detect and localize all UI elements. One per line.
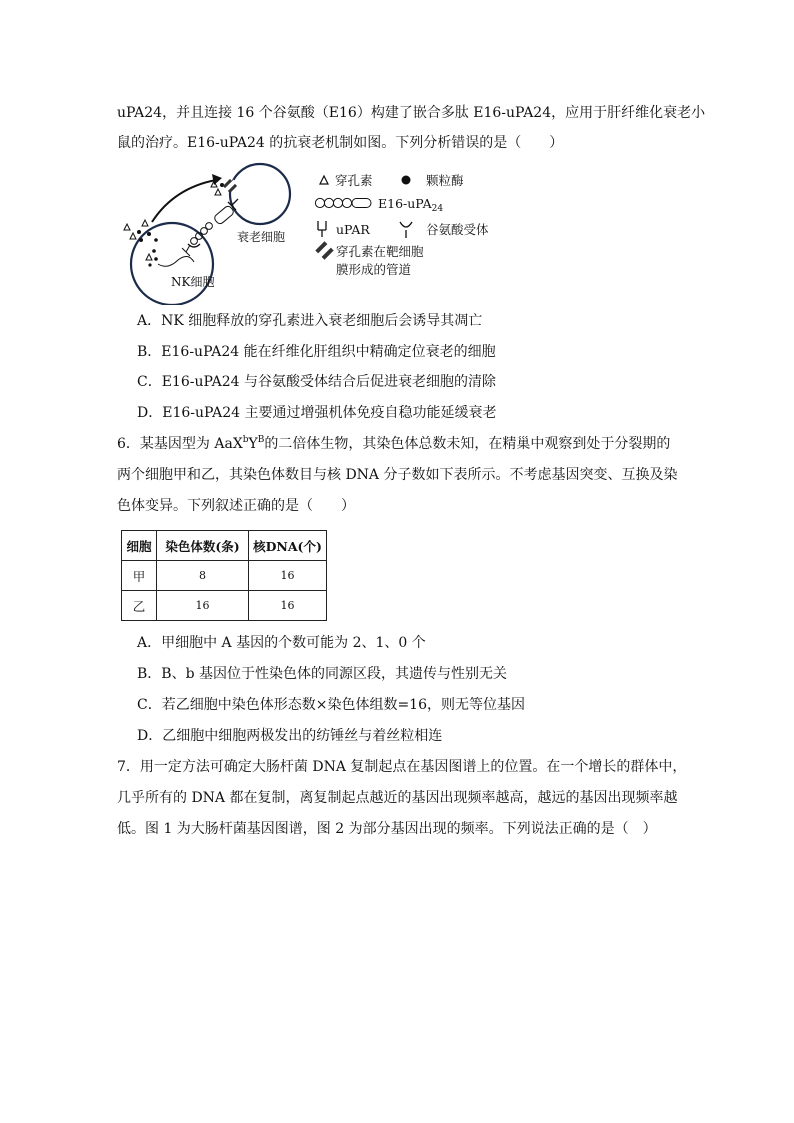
legend-perforin-label: 穿孔素 (335, 173, 373, 188)
granzyme-icon (152, 249, 156, 253)
q6-option-b: B．B、b 基因位于性染色体的同源区段，其遗传与性别无关 (137, 666, 507, 682)
perforin-icon (146, 254, 152, 260)
q7-stem-line1: 7．用一定方法可确定大肠杆菌 DNA 复制起点在基因图谱上的位置。在一个增长的群体中， (117, 759, 687, 775)
perforin-icon (215, 189, 221, 195)
legend-upar-label: uPAR (336, 222, 370, 237)
q6-option-d: D．乙细胞中细胞两极发出的纺锤丝与着丝粒相连 (137, 728, 443, 744)
granzyme-icon (137, 230, 141, 234)
table-cell: 甲 (122, 561, 157, 591)
q7-stem-line2: 几乎所有的 DNA 都在复制，离复制起点越近的基因出现频率越高，越远的基因出现频率越 (117, 790, 678, 806)
q5-stem-line2: 鼠的治疗。E16-uPA24 的抗衰老机制如图。下列分析错误的是（ ） (117, 135, 564, 151)
table-cell: 8 (157, 561, 249, 591)
pore-legend-icon (315, 241, 333, 259)
legend-pore-line1: 穿孔素在靶细胞 (336, 244, 424, 259)
table-cell: 乙 (122, 591, 157, 621)
table-header: 染色体数(条) (157, 531, 249, 561)
granzyme-icon (147, 232, 151, 236)
release-arrowhead (212, 174, 222, 185)
table-header: 核DNA(个) (249, 531, 327, 561)
q5-option-b: B．E16-uPA24 能在纤维化肝组织中精确定位衰老的细胞 (137, 344, 496, 360)
anti-aging-mechanism-figure (116, 160, 496, 305)
granzyme-icon (154, 238, 158, 242)
table-cell: 16 (249, 561, 327, 591)
q6-stem-line1: 6．某基因型为 $AaX^bY^B$的二倍体生物，其染色体总数未知，在精巢中观察到处于分裂期的 (117, 435, 671, 452)
legend-granzyme-label: 颗粒酶 (426, 173, 464, 188)
table-cell: 16 (157, 591, 249, 621)
table-cell: 16 (249, 591, 327, 621)
q6-option-c: C．若乙细胞中染色体形态数×染色体组数=16，则无等位基因 (137, 697, 525, 713)
granzyme-icon (139, 238, 143, 242)
nk-cell-label: NK细胞 (171, 275, 215, 289)
q5-option-d: D．E16-uPA24 主要通过增强机体免疫自稳功能延缓衰老 (137, 405, 497, 421)
e16-upa24-legend-icon (315, 198, 371, 207)
release-arrow (152, 180, 216, 222)
granzyme-legend-icon (402, 176, 411, 185)
q5-stem-line1: uPA24，并且连接 16 个谷氨酸（E16）构建了嵌合多肽 E16-uPA24，应用于肝纤维化衰老小 (117, 105, 706, 121)
senescent-cell-circle (230, 164, 290, 224)
vesicle-line (158, 256, 194, 266)
table-row (122, 591, 327, 621)
granzyme-icon (154, 257, 158, 261)
q5-option-a: A．NK 细胞释放的穿孔素进入衰老细胞后会诱导其凋亡 (137, 313, 483, 329)
chromosome-dna-table (121, 530, 327, 621)
table-header: 细胞 (122, 531, 157, 561)
table-row (122, 561, 327, 591)
q6-stem-line2: 两个细胞甲和乙，其染色体数目与核 DNA 分子数如下表所示。不考虑基因突变、互换及染 (117, 467, 678, 483)
figure-legend (315, 173, 489, 277)
q6-option-a: A．甲细胞中 A 基因的个数可能为 2、1、0 个 (137, 635, 426, 651)
table-header-row (122, 531, 327, 561)
granzyme-icon (148, 263, 151, 266)
q6-stem-line3: 色体变异。下列叙述正确的是（ ） (117, 498, 355, 514)
perforin-legend-icon (320, 176, 328, 184)
legend-glu-receptor-label: 谷氨酸受体 (426, 222, 489, 237)
e16-upa24-chain (182, 205, 235, 256)
legend-pore-line2: 膜形成的管道 (336, 262, 412, 277)
upar-legend-icon (318, 221, 326, 237)
legend-e16-upa24-label: E16-uPA$_{24}$ (378, 196, 444, 214)
senescent-cell-label: 衰老细胞 (237, 230, 286, 244)
pore-icon (223, 179, 237, 193)
glu-receptor-legend-icon (400, 222, 412, 238)
q7-stem-line3: 低。图 1 为大肠杆菌基因图谱，图 2 为部分基因出现的频率。下列说法正确的是（ ） (117, 821, 657, 837)
perforin-icon (142, 220, 148, 226)
perforin-icon (130, 233, 136, 239)
perforin-icon (124, 224, 130, 230)
q5-option-c: C．E16-uPA24 与谷氨酸受体结合后促进衰老细胞的清除 (137, 374, 497, 390)
